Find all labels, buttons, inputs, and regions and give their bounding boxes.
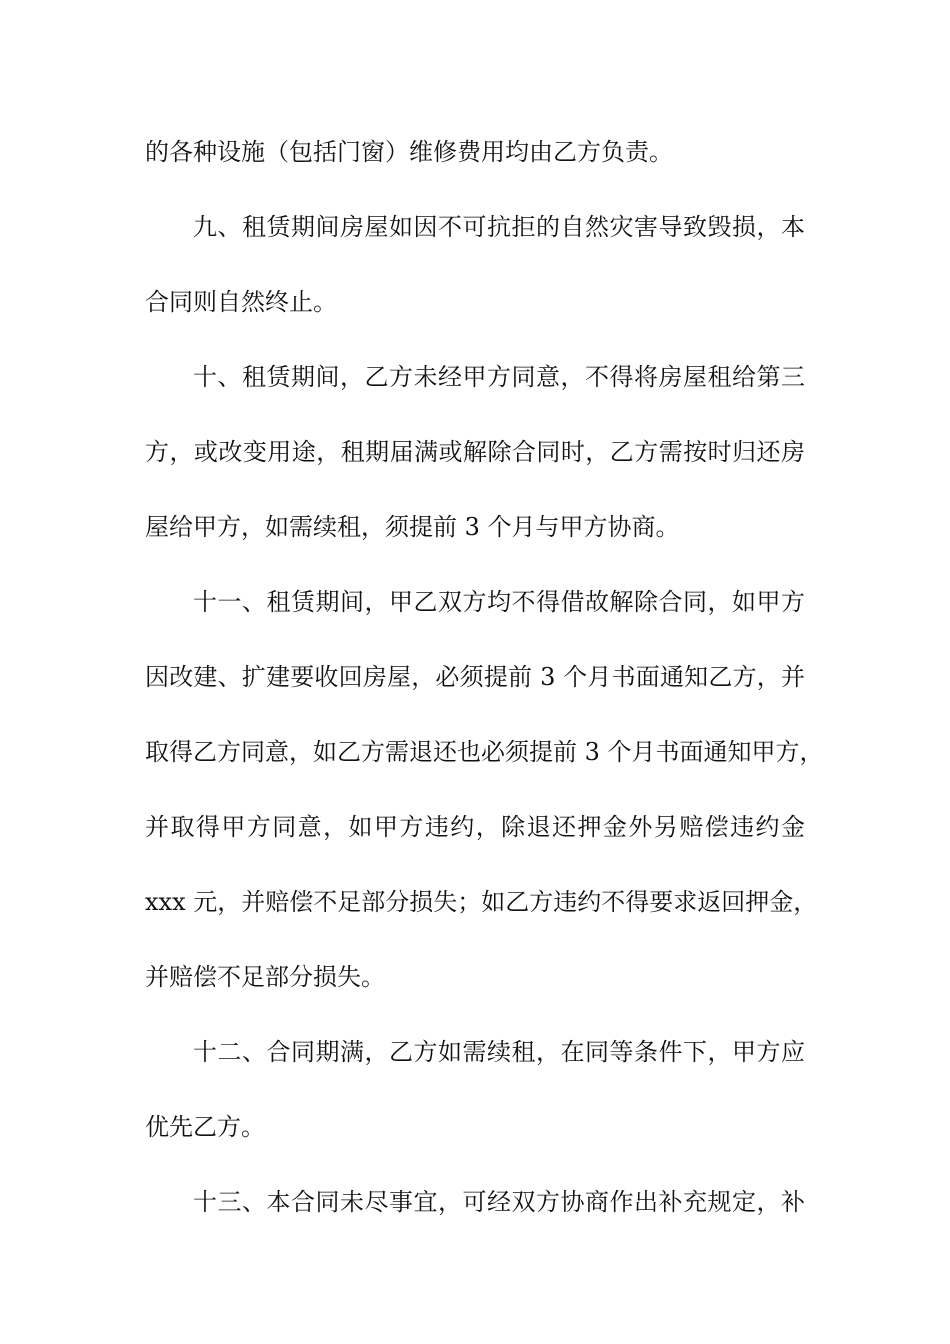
text-line: 的各种设施（包括门窗）维修费用均由乙方负责。 (145, 138, 673, 166)
clause-13-line: 十三、本合同未尽事宜，可经双方协商作出补充规定，补 (193, 1188, 805, 1216)
clause-9-line: 九、租赁期间房屋如因不可抗拒的自然灾害导致毁损，本 (193, 213, 805, 241)
text-line: 优先乙方。 (145, 1113, 265, 1141)
contract-text (145, 124, 824, 1249)
clause-10-line: 十、租赁期间，乙方未经甲方同意，不得将房屋租给第三 (193, 363, 805, 391)
clause-12-line: 十二、合同期满，乙方如需续租，在同等条件下，甲方应 (193, 1038, 805, 1066)
text-line: 取得乙方同意，如乙方需退还也必须提前 3 个月书面通知甲方， (145, 738, 824, 766)
clause-11-line: 十一、租赁期间，甲乙双方均不得借故解除合同，如甲方 (193, 588, 805, 616)
text-line: 并取得甲方同意，如甲方违约，除退还押金外另赔偿违约金 (145, 813, 805, 841)
text-line: xxx 元，并赔偿不足部分损失；如乙方违约不得要求返回押金， (145, 888, 818, 916)
text-line: 方，或改变用途，租期届满或解除合同时，乙方需按时归还房 (145, 438, 805, 466)
text-line: 合同则自然终止。 (145, 288, 337, 316)
text-line: 并赔偿不足部分损失。 (145, 963, 385, 991)
text-line: 屋给甲方，如需续租，须提前 3 个月与甲方协商。 (145, 513, 680, 541)
text-line: 因改建、扩建要收回房屋，必须提前 3 个月书面通知乙方，并 (145, 663, 805, 691)
